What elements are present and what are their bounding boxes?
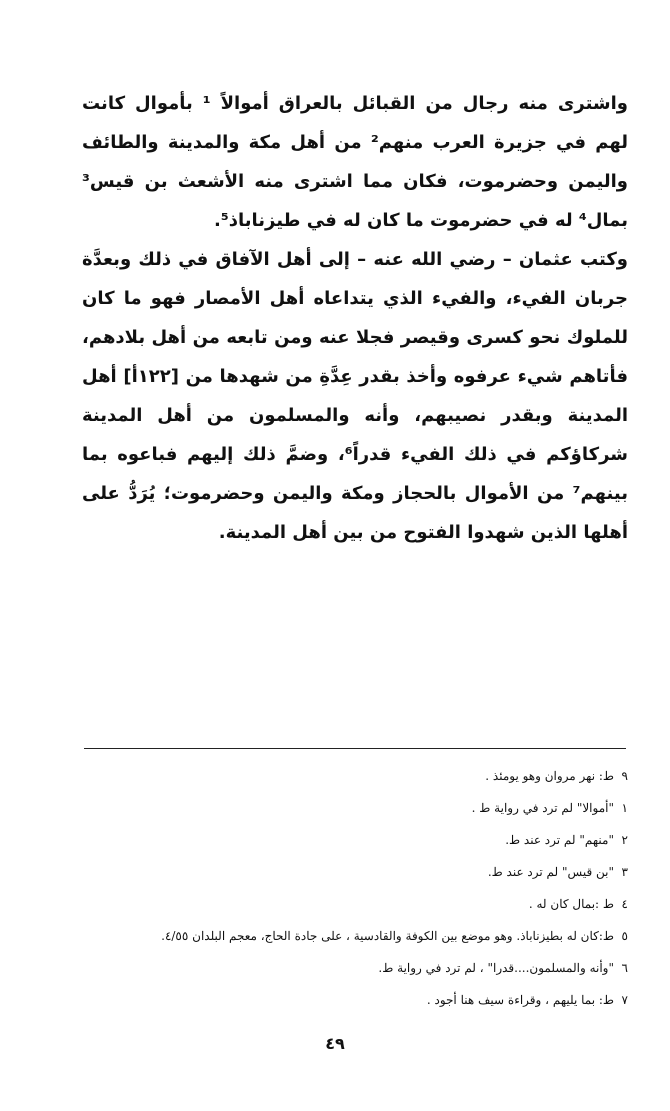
footnote-2 xyxy=(84,824,628,856)
footnote-text: "بن قيس" لم ترد عند ط. xyxy=(487,865,614,879)
footnote-number: ٤ xyxy=(621,897,628,911)
footnote-number: ٢ xyxy=(621,833,628,847)
footnotes-list xyxy=(84,760,628,1016)
main-text xyxy=(82,84,628,552)
page-number: ٤٩ xyxy=(325,1034,345,1053)
footnote-text: ط :بمال كان له . xyxy=(528,897,614,911)
footnote-number: ٥ xyxy=(621,929,628,943)
footnote-number: ٦ xyxy=(621,961,628,975)
paragraph-1: واشترى منه رجال من القبائل بالعراق أموالاً ¹ بأموال كانت لهم في جزيرة العرب منهم² من أهل مكة والمدينة والطائف واليمن وحضرموت، فكان مما اشترى منه الأشعث بن قيس³ بمال⁴ له في حضرموت ما كان له في طيزناباذ⁵. xyxy=(82,93,628,231)
footnote-text: ط:كان له بطيزناباذ. وهو موضع بين الكوفة والقادسية ، على جادة الحاج، معجم البلدان ٤/٥٥. xyxy=(161,929,614,943)
footnote-1 xyxy=(84,792,628,824)
footnote-text: "وأنه والمسلمون....قدرا" ، لم ترد في رواية ط. xyxy=(378,961,614,975)
footnote-7 xyxy=(84,984,628,1016)
footnote-6 xyxy=(84,952,628,984)
footnote-separator xyxy=(84,748,626,749)
paragraph-2: وكتب عثمان – رضي الله عنه – إلى أهل الآفاق في ذلك وبعدَّة جربان الفيء، والفيء الذي يتداعاه أهل الأمصار فهو ما كان للملوك نحو كسرى وقيصر فجلا عنه ومن تابعه من أهل بلادهم، فأتاهم شيء عرفوه وأخذ بقدر عِدَّةِ من شهدها من [١٢٢أ] أهل المدينة وبقدر نصيبهم، وأنه والمسلمون من أهل المدينة شركاؤكم في ذلك الفيء قدراً⁶، وضمَّ ذلك إليهم فباعوه بما بينهم⁷ من الأموال بالحجاز ومكة واليمن وحضرموت؛ يُرَدُّ على أهلها الذين شهدوا الفتوح من بين أهل المدينة. xyxy=(82,249,628,543)
footnote-text: "أموالا" لم ترد في رواية ط . xyxy=(471,801,614,815)
footnote-4 xyxy=(84,888,628,920)
footnote-number: ٣ xyxy=(621,865,628,879)
footnote-5 xyxy=(84,920,628,952)
footnote-9 xyxy=(84,760,628,792)
footnote-3 xyxy=(84,856,628,888)
footnote-text: ط: بما يليهم ، وقراءة سيف هنا أجود . xyxy=(426,993,614,1007)
footnote-number: ٩ xyxy=(621,769,628,783)
footnote-text: "منهم" لم ترد عند ط. xyxy=(505,833,614,847)
footnote-text: ط: نهر مروان وهو يومئذ . xyxy=(485,769,614,783)
footnote-number: ١ xyxy=(621,801,628,815)
footnote-number: ٧ xyxy=(621,993,628,1007)
